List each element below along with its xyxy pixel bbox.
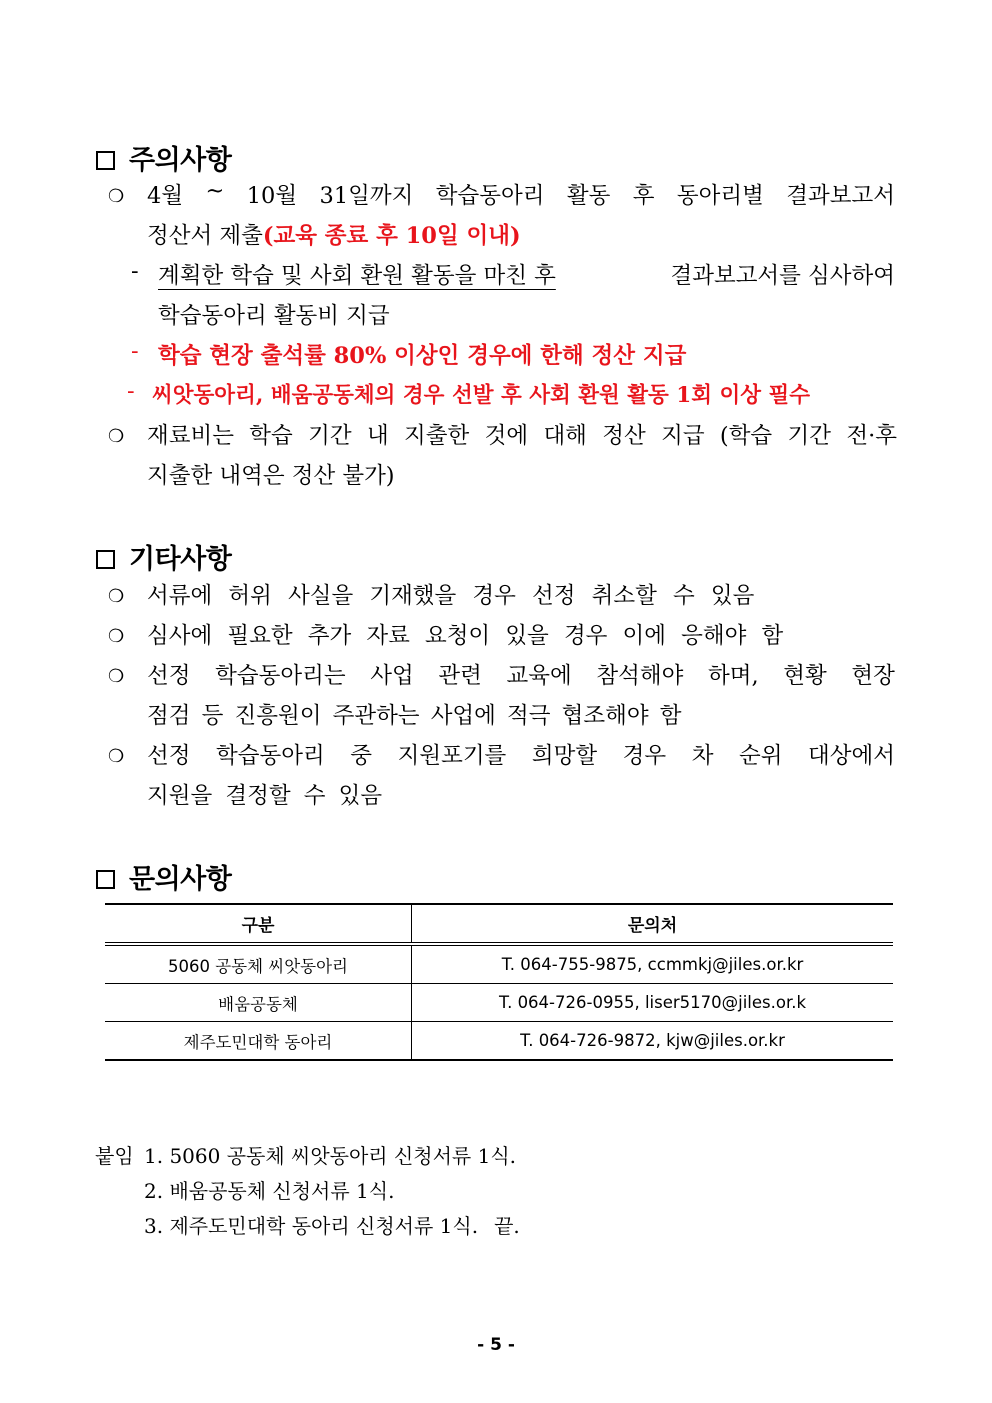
circle-bullet-icon: ❍ [108, 586, 125, 607]
caution-item-5-word: 기간 [787, 423, 831, 449]
section-heading-caution: 주의사항 [96, 138, 231, 177]
etc-item-4-word: 지원포기를 [397, 743, 507, 769]
caution-item-5-word: 대해 [543, 423, 587, 449]
caution-item-5-word: 것에 [484, 423, 529, 449]
caution-item-5-line-2: 지출한 내역은 정산 불가) [147, 463, 395, 489]
category-cell: 제주도민대학 동아리 [105, 1022, 412, 1061]
etc-item-3-word: 참석해야 [596, 663, 684, 689]
caution-item-3-attendance: 학습 현장 출석률 80% 이상인 경우에 한해 정산 지급 [158, 343, 687, 369]
checkbox-square-icon [96, 151, 115, 170]
caution-item-1-word: 31일까지 [319, 183, 414, 209]
column-header-contact: 문의처 [412, 904, 894, 944]
attachment-item-1: 1. 5060 공동체 씨앗동아리 신청서류 1식. [144, 1144, 517, 1168]
contact-cell: T. 064-726-0955, liser5170@jiles.or.k [412, 984, 894, 1022]
caution-item-1-word: 4월 [147, 183, 184, 209]
etc-item-3-word: 현장 [851, 663, 895, 689]
circle-bullet-icon: ❍ [108, 426, 125, 447]
etc-item-1: 서류에 허위 사실을 기재했을 경우 선정 취소할 수 있음 [147, 583, 755, 609]
deadline-highlight: (교육 종료 후 10일 이내) [262, 223, 521, 249]
caution-item-1-word: 학습동아리 [435, 183, 545, 209]
caution-item-5-word: 기간 [308, 423, 352, 449]
caution-item-5-word: 내 [366, 423, 389, 449]
etc-item-3-word: 사업 [370, 663, 414, 689]
etc-item-4-word: 대상에서 [808, 743, 895, 769]
circle-bullet-icon: ❍ [108, 666, 125, 687]
caution-item-1-line-1 [147, 178, 895, 210]
etc-item-4-word: 순위 [739, 743, 783, 769]
caution-item-1-word: 활동 [566, 183, 611, 209]
dash-marker: - [131, 258, 139, 284]
caution-item-2-line-1: 계획한 학습 및 사회 환원 활동을 마친 후 결과보고서를 심사하여 [158, 258, 895, 290]
caution-item-1-word: ~ [205, 178, 225, 204]
etc-item-3-word: 교육에 [506, 663, 572, 689]
category-cell: 5060 공동체 씨앗동아리 [105, 944, 412, 984]
circle-bullet-icon: ❍ [108, 746, 125, 767]
etc-item-3-line-1 [147, 658, 895, 690]
caution-item-5-line-1 [147, 418, 897, 450]
table-header-row [105, 904, 893, 944]
etc-item-4-line-2: 지원을 결정할 수 있음 [147, 783, 383, 809]
caution-item-1-word: 후 [632, 183, 655, 209]
caution-item-5-word: 재료비는 [147, 423, 234, 449]
caution-item-5-word: 전·후 [846, 423, 897, 449]
etc-item-4-word: 선정 [147, 743, 191, 769]
etc-item-3-line-2: 점검 등 진흥원이 주관하는 사업에 적극 협조해야 함 [147, 703, 682, 729]
caution-item-1-line-2: 정산서 제출(교육 종료 후 10일 이내) [147, 223, 521, 249]
caution-item-4-required-activity: 씨앗동아리, 배움공동체의 경우 선발 후 사회 환원 활동 1회 이상 필수 [152, 383, 811, 408]
section-heading-inquiry: 문의사항 [96, 857, 231, 896]
etc-item-4-line-1 [147, 738, 895, 770]
etc-item-4-word: 차 [691, 743, 714, 769]
circle-bullet-icon: ❍ [108, 186, 125, 207]
caution-item-5-word: 학습 [249, 423, 293, 449]
inquiry-table [105, 903, 893, 1061]
column-header-category: 구분 [105, 904, 412, 944]
caution-item-5-word: 정산 [602, 423, 646, 449]
page-number: - 5 - [477, 1335, 515, 1355]
table-row [105, 944, 893, 984]
caution-item-5-word: (학습 [719, 423, 773, 449]
dash-marker: - [127, 378, 135, 404]
caution-item-1-word: 결과보고서 [786, 183, 895, 209]
etc-item-4-word: 경우 [622, 743, 667, 769]
dash-marker: - [131, 338, 139, 364]
caution-item-5-word: 지급 [661, 423, 705, 449]
etc-item-3-word: 선정 [147, 663, 191, 689]
attachment-label: 붙임 [95, 1144, 134, 1168]
section-heading-etc: 기타사항 [96, 537, 231, 576]
etc-item-3-word: 관련 [438, 663, 482, 689]
table-row [105, 984, 893, 1022]
attachment-item-2: 2. 배움공동체 신청서류 1식. [144, 1179, 395, 1203]
category-cell: 배움공동체 [105, 984, 412, 1022]
etc-item-4-word: 희망할 [531, 743, 598, 769]
etc-item-4-word: 중 [350, 743, 373, 769]
etc-item-3-word: 하며, [707, 663, 759, 689]
caution-item-5-word: 지출한 [404, 423, 470, 449]
attachment-item-3: 3. 제주도민대학 동아리 신청서류 1식. 끝. [144, 1214, 520, 1238]
etc-item-2: 심사에 필요한 추가 자료 요청이 있을 경우 이에 응해야 함 [147, 623, 784, 649]
etc-item-3-word: 현황 [783, 663, 827, 689]
checkbox-square-icon [96, 550, 115, 569]
etc-item-3-word: 학습동아리는 [215, 663, 346, 689]
end-mark: 끝. [494, 1214, 520, 1238]
contact-cell: T. 064-755-9875, ccmmkj@jiles.or.kr [412, 944, 894, 984]
caution-item-1-word: 10월 [246, 183, 298, 209]
caution-item-2-line-2: 학습동아리 활동비 지급 [158, 303, 390, 329]
etc-item-4-word: 학습동아리 [216, 743, 325, 769]
contact-cell: T. 064-726-9872, kjw@jiles.or.kr [412, 1022, 894, 1061]
circle-bullet-icon: ❍ [108, 626, 125, 647]
caution-item-1-word: 동아리별 [676, 183, 764, 209]
underlined-condition: 계획한 학습 및 사회 환원 활동을 마친 후 [158, 263, 556, 289]
table-row [105, 1022, 893, 1061]
checkbox-square-icon [96, 870, 115, 889]
